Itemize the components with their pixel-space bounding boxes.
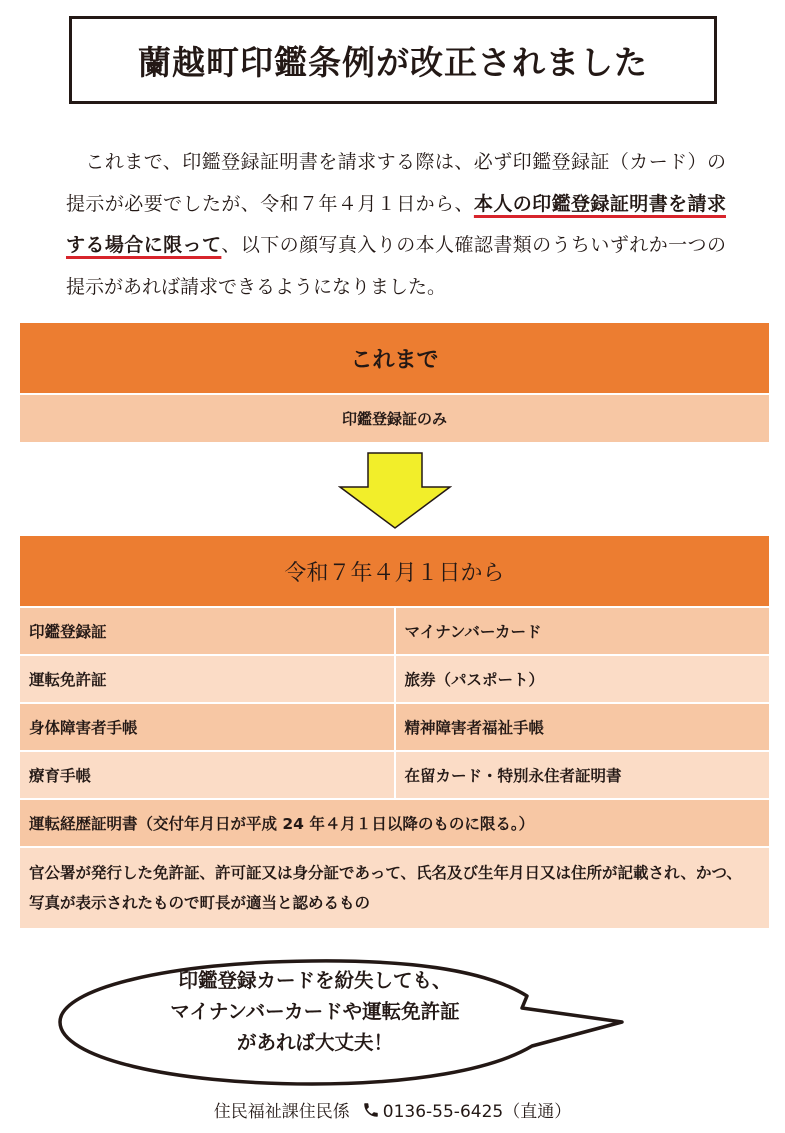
grid-cell: 身体障害者手帳	[20, 704, 394, 750]
phone-number: 0136-55-6425（直通）	[382, 1102, 572, 1122]
bubble-line-2: マイナンバーカードや運転免許証	[170, 1000, 460, 1023]
grid-cell: 印鑑登録証	[20, 608, 394, 654]
grid-full-row-two-line: 官公署が発行した免許証、許可証又は身分証であって、氏名及び生年月日又は住所が記載され、かつ、写真が表示されたもので町長が適当と認めるもの	[20, 848, 769, 928]
grid-row	[20, 752, 769, 798]
grid-row	[20, 704, 769, 750]
department-name: 住民福祉課住民係	[213, 1102, 350, 1122]
page-title: 蘭越町印鑑条例が改正されました	[138, 42, 648, 82]
grid-row	[20, 656, 769, 702]
title-box	[69, 16, 717, 104]
bubble-line-1: 印鑑登録カードを紛失しても、	[178, 969, 452, 992]
phone-contact	[362, 1097, 571, 1122]
before-item: 印鑑登録証のみ	[20, 395, 769, 442]
grid-cell: 運転免許証	[20, 656, 394, 702]
bubble-message	[110, 965, 520, 1058]
down-arrow-icon	[338, 452, 452, 530]
id-document-grid	[20, 608, 769, 930]
grid-cell: 精神障害者福祉手帳	[396, 704, 770, 750]
after-heading: 令和７年４月１日から	[20, 536, 769, 606]
phone-icon	[362, 1101, 380, 1119]
contact-footer	[0, 1097, 785, 1122]
grid-cell: マイナンバーカード	[396, 608, 770, 654]
grid-full-row: 運転経歴証明書（交付年月日が平成 24 年４月１日以降のものに限る。）	[20, 800, 769, 846]
intro-text-1: これまで、印鑑登録証明書を請求する際は、必ず印鑑登録証（カード）の提示が必要でしたが、令和７年４月１日から、	[66, 151, 726, 215]
grid-cell: 療育手帳	[20, 752, 394, 798]
intro-emphasis: 本人の印鑑登録証明書を請求する場合に限って	[66, 192, 726, 256]
bubble-line-3: があれば大丈夫！	[236, 1031, 393, 1054]
intro-text-2: 、以下の顔写真入りの本人確認書類のうちいずれか一つの提示があれば請求できるようになりました。	[66, 234, 726, 298]
grid-row	[20, 608, 769, 654]
intro-paragraph	[66, 142, 726, 308]
grid-cell: 旅券（パスポート）	[396, 656, 770, 702]
grid-cell: 在留カード・特別永住者証明書	[396, 752, 770, 798]
before-heading: これまで	[20, 323, 769, 393]
